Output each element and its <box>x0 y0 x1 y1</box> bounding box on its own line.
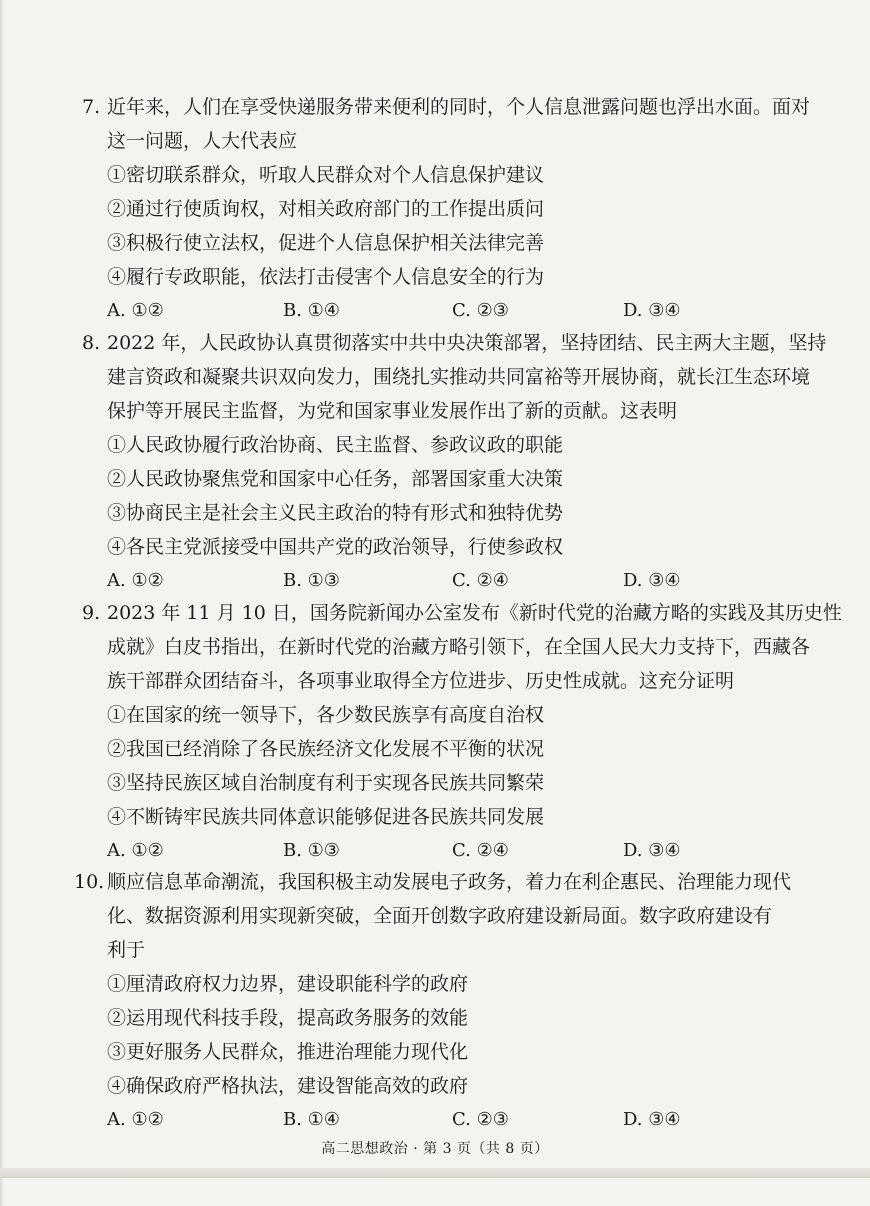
statement-2: ②人民政协聚焦党和国家中心任务，部署国家重大决策 <box>107 468 564 490</box>
answer-options <box>82 294 822 328</box>
question-8 <box>82 326 827 598</box>
option-d: D. ③④ <box>623 840 681 861</box>
option-d: D. ③④ <box>623 300 681 321</box>
option-b: B. ①③ <box>283 840 340 861</box>
question-stem-line: 9. 2023 年 11 月 10 日，国务院新闻办公室发布《新时代党的治藏方略的实践及其历史性 <box>82 596 822 630</box>
question-stem-line: 族干部群众团结奋斗，各项事业取得全方位进步、历史性成就。这充分证明 <box>107 670 735 692</box>
statement-2: ②我国已经消除了各民族经济文化发展不平衡的状况 <box>107 738 545 760</box>
statement-2: ②运用现代科技手段，提高政务服务的效能 <box>107 1007 469 1029</box>
question-stem-line: 保护等开展民主监督，为党和国家事业发展作出了新的贡献。这表明 <box>107 400 678 422</box>
answer-options <box>82 564 822 598</box>
option-c: C. ②④ <box>452 840 509 861</box>
statement-3: ③更好服务人民群众，推进治理能力现代化 <box>107 1041 469 1063</box>
question-stem-line: 7. 近年来，人们在享受快递服务带来便利的同时，个人信息泄露问题也浮出水面。面对 <box>82 90 822 124</box>
option-d: D. ③④ <box>623 1109 681 1130</box>
statement-4: ④不断铸牢民族共同体意识能够促进各民族共同发展 <box>107 806 545 828</box>
statement-4: ④确保政府严格执法，建设智能高效的政府 <box>107 1075 469 1097</box>
question-number: 8. <box>82 332 101 354</box>
option-b: B. ①④ <box>283 300 340 321</box>
question-9 <box>82 596 842 868</box>
question-stem-line: 8. 2022 年，人民政协认真贯彻落实中共中央决策部署，坚持团结、民主两大主题，坚持 <box>82 326 822 360</box>
option-a: A. ①② <box>107 300 164 321</box>
option-c: C. ②④ <box>452 570 509 591</box>
statement-1: ①在国家的统一领导下，各少数民族享有高度自治权 <box>107 704 545 726</box>
statement-4: ④各民主党派接受中国共产党的政治领导，行使参政权 <box>107 536 564 558</box>
answer-options <box>82 834 822 868</box>
question-stem-line: 10. 顺应信息革命潮流，我国积极主动发展电子政务，着力在利企惠民、治理能力现代 <box>82 865 822 899</box>
question-number: 7. <box>82 96 101 118</box>
question-stem-line: 化、数据资源利用实现新突破，全面开创数字政府建设新局面。数字政府建设有 <box>107 905 773 927</box>
statement-1: ①人民政协履行政治协商、民主监督、参政议政的职能 <box>107 434 564 456</box>
scan-edge <box>0 0 4 1206</box>
option-c: C. ②③ <box>452 300 509 321</box>
question-stem-line: 成就》白皮书指出，在新时代党的治藏方略引领下，在全国人民大力支持下，西藏各 <box>107 636 811 658</box>
answer-options <box>82 1103 822 1137</box>
question-stem-line: 建言资政和凝聚共识双向发力，围绕扎实推动共同富裕等开展协商，就长江生态环境 <box>107 366 811 388</box>
option-d: D. ③④ <box>623 570 681 591</box>
option-a: A. ①② <box>107 570 164 591</box>
question-stem-line: 利于 <box>107 939 146 961</box>
option-c: C. ②③ <box>452 1109 509 1130</box>
statement-3: ③协商民主是社会主义民主政治的特有形式和独特优势 <box>107 502 564 524</box>
statement-1: ①厘清政府权力边界，建设职能科学的政府 <box>107 973 469 995</box>
statement-3: ③积极行使立法权，促进个人信息保护相关法律完善 <box>107 232 545 254</box>
statement-3: ③坚持民族区域自治制度有利于实现各民族共同繁荣 <box>107 772 545 794</box>
statement-4: ④履行专政职能，依法打击侵害个人信息安全的行为 <box>107 266 545 288</box>
question-stem-line: 这一问题，人大代表应 <box>107 130 298 152</box>
question-number: 9. <box>82 602 101 624</box>
question-7 <box>82 90 822 328</box>
question-10 <box>74 865 822 1137</box>
option-b: B. ①③ <box>283 570 340 591</box>
question-number: 10. <box>74 871 105 893</box>
option-a: A. ①② <box>107 1109 164 1130</box>
page-footer: 高二思想政治 · 第 3 页（共 8 页） <box>321 1141 549 1157</box>
option-b: B. ①④ <box>283 1109 340 1130</box>
statement-2: ②通过行使质询权，对相关政府部门的工作提出质问 <box>107 198 545 220</box>
bottom-edge <box>0 1168 870 1178</box>
option-a: A. ①② <box>107 840 164 861</box>
statement-1: ①密切联系群众，听取人民群众对个人信息保护建议 <box>107 164 545 186</box>
